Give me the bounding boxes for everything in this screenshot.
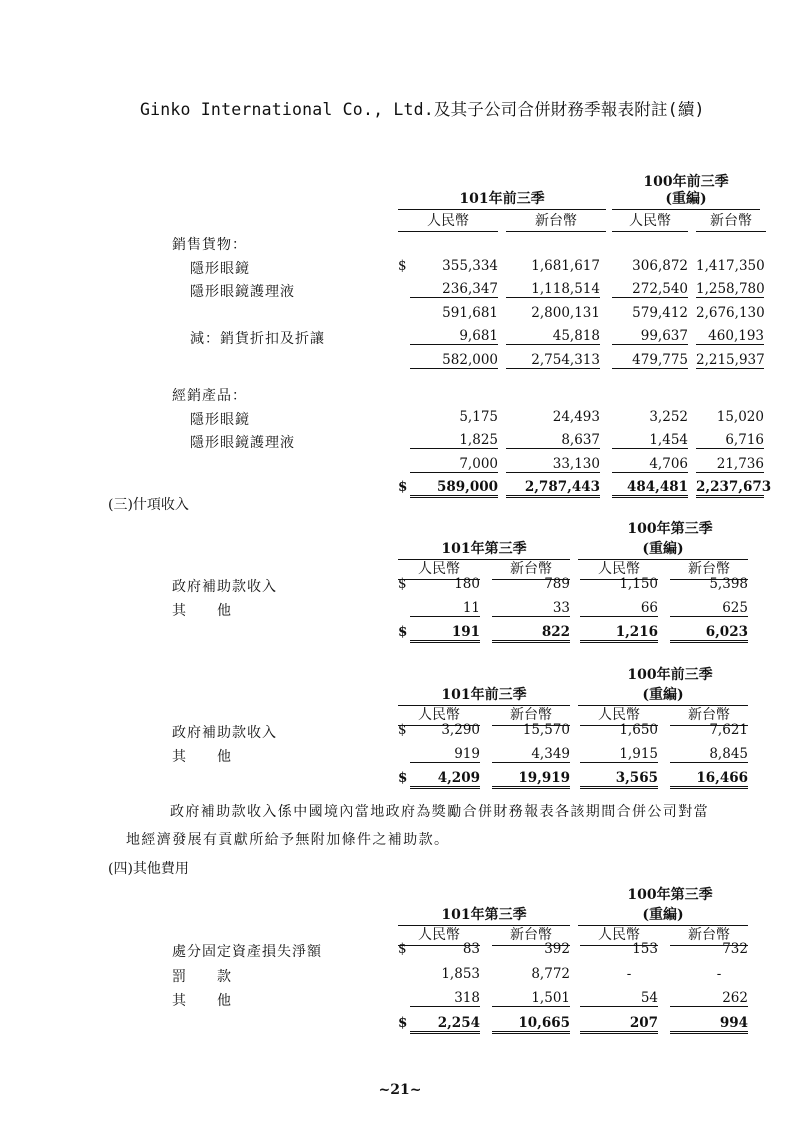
table-cell: 45,818: [506, 328, 600, 345]
table-cell: 272,540: [612, 281, 688, 298]
table-cell: 83: [462, 941, 480, 957]
table-cell: 1,417,350: [696, 257, 765, 274]
table-row: [0, 328, 800, 352]
table-cell: 789: [544, 576, 570, 592]
group-header-prior-line1: 100年第三季: [627, 521, 713, 537]
group-header-prior-line1: 100年前三季: [627, 667, 713, 683]
table-cell: 33,130: [506, 456, 600, 473]
table-cell: 1,258,780: [696, 281, 765, 297]
table-cell: 460,193: [696, 328, 764, 345]
table-cell: 4,349: [492, 746, 570, 763]
table-cell: 5,398: [709, 576, 748, 592]
table-row: [0, 385, 800, 409]
table-row: [0, 352, 800, 376]
table-cell: 8,772: [531, 965, 570, 982]
section-heading-other-expenses: (四)其他費用: [108, 861, 189, 877]
row-label: 隱形眼鏡護理液: [190, 435, 295, 451]
table-cell: 153: [632, 941, 658, 957]
table-cell: 8,845: [670, 746, 748, 763]
col-header-rmb-current: 人民幣: [398, 558, 480, 580]
row-label: 罰 款: [172, 968, 232, 985]
table-row: [0, 624, 800, 648]
table-cell: 207: [580, 1015, 658, 1034]
col-header-rmb-prior: 人民幣: [580, 704, 658, 726]
table-row: [0, 456, 800, 480]
group-header-current: 101年前三季: [398, 188, 606, 210]
table-row: [0, 432, 800, 456]
row-label: 其 他: [172, 603, 232, 619]
table-cell: 582,000: [410, 352, 498, 369]
table-cell: 2,676,130: [696, 304, 765, 321]
row-label: 隱形眼鏡: [190, 411, 250, 428]
group-header-current: 101年第三季: [398, 904, 570, 926]
col-header-ntd-current: 新台幣: [506, 210, 606, 232]
table-cell: 1,150: [619, 576, 658, 592]
table-cell: 822: [492, 624, 570, 643]
currency-symbol: $: [398, 770, 408, 786]
table-cell: 994: [670, 1015, 748, 1034]
table-cell: -: [626, 965, 632, 982]
table-cell: -: [716, 965, 722, 982]
table-cell: 19,919: [492, 770, 570, 789]
table-cell: 11: [410, 600, 480, 617]
col-header-ntd-current: 新台幣: [492, 558, 570, 580]
table-cell: 2,787,443: [506, 479, 600, 498]
col-header-ntd-prior: 新台幣: [696, 210, 766, 232]
table-cell: 1,825: [410, 432, 498, 449]
group-header-prior-line2: (重編): [578, 904, 748, 926]
currency-symbol: $: [398, 722, 407, 738]
table-cell: 54: [580, 990, 658, 1007]
table-cell: 4,209: [410, 770, 480, 789]
note-line-2: 地經濟發展有貢獻所給予無附加條件之補助款。: [126, 832, 450, 848]
table-row: [0, 305, 800, 329]
table-row: [0, 600, 800, 624]
table-cell: 732: [722, 941, 748, 957]
table-cell: 8,637: [506, 432, 600, 449]
table-cell: 1,501: [492, 990, 570, 1007]
currency-symbol: $: [398, 257, 407, 274]
table-row: [0, 409, 800, 433]
table-row: [0, 258, 800, 282]
table-row: [0, 966, 800, 990]
col-header-ntd-prior: 新台幣: [670, 924, 748, 946]
row-label: 政府補助款收入: [172, 725, 277, 741]
note-paragraph: [126, 798, 756, 854]
table-cell: 9,681: [410, 328, 498, 345]
group-header-prior-line2: (重編): [612, 188, 760, 210]
table-cell: 2,215,937: [696, 351, 765, 368]
table-cell: 66: [580, 600, 658, 617]
table-cell: 1,454: [612, 432, 688, 449]
table-cell: 33: [492, 600, 570, 617]
col-header-rmb-current: 人民幣: [398, 704, 480, 726]
table-cell: 24,493: [552, 408, 600, 425]
table-cell: 1,650: [619, 722, 658, 738]
group-header-current: 101年前三季: [398, 684, 570, 706]
currency-symbol: $: [398, 576, 407, 592]
table-cell: 180: [454, 576, 480, 592]
table-row: [0, 770, 800, 794]
row-label: 隱形眼鏡護理液: [190, 284, 295, 300]
table-row: [0, 722, 800, 746]
table-cell: 579,412: [632, 304, 688, 321]
table-cell: 4,706: [612, 456, 688, 473]
table-cell: 236,347: [410, 281, 498, 298]
table-cell: 7,000: [410, 456, 498, 473]
row-label: 其 他: [172, 993, 232, 1009]
table-cell: 1,216: [580, 624, 658, 643]
table-cell: 306,872: [632, 257, 688, 274]
row-label: 政府補助款收入: [172, 579, 277, 595]
col-header-rmb-prior: 人民幣: [580, 558, 658, 580]
table-cell: 15,570: [522, 722, 570, 738]
table-cell: 3,290: [441, 722, 480, 738]
col-header-ntd-current: 新台幣: [492, 924, 570, 946]
page-number: ~21~: [378, 1082, 422, 1098]
row-label: 減：銷貨折扣及折讓: [190, 331, 325, 347]
row-label: 銷售貨物：: [172, 237, 247, 253]
col-header-rmb-current: 人民幣: [398, 924, 480, 946]
row-label: 隱形眼鏡: [190, 260, 250, 277]
table-cell: 1,853: [441, 965, 480, 982]
group-header-prior-line1: 100年前三季: [643, 174, 729, 190]
row-label: 經銷產品：: [172, 388, 247, 404]
currency-symbol: $: [398, 941, 407, 957]
table-cell: 10,665: [492, 1015, 570, 1034]
table-cell: 591,681: [442, 304, 498, 321]
table-cell: 2,237,673: [696, 479, 764, 498]
row-label: 其 他: [172, 749, 232, 765]
table-cell: 479,775: [612, 352, 688, 369]
table-cell: 6,716: [696, 432, 764, 449]
table-row: [0, 1015, 800, 1039]
group-header-prior-line2: (重編): [578, 538, 748, 560]
table-cell: 1,681,617: [531, 257, 600, 274]
table-cell: 3,565: [580, 770, 658, 789]
group-header-current: 101年第三季: [398, 538, 570, 560]
row-label: 處分固定資產損失淨額: [172, 944, 322, 960]
table-cell: 318: [410, 990, 480, 1007]
table-row: [0, 746, 800, 770]
group-header-prior-line2: (重編): [578, 684, 748, 706]
table-cell: 392: [544, 941, 570, 957]
col-header-ntd-current: 新台幣: [492, 704, 570, 726]
col-header-ntd-prior: 新台幣: [670, 558, 748, 580]
table-cell: 6,023: [670, 624, 748, 643]
table-cell: 16,466: [670, 770, 748, 789]
currency-symbol: $: [398, 1014, 408, 1031]
table-cell: 191: [410, 624, 480, 643]
table-row: [0, 990, 800, 1014]
table-cell: 262: [670, 990, 748, 1007]
table-cell: 3,252: [649, 408, 688, 425]
table-cell: 1,915: [580, 746, 658, 763]
table-cell: 99,637: [612, 328, 688, 345]
table-row: [0, 234, 800, 258]
table-cell: 589,000: [410, 479, 498, 498]
page-title: Ginko International Co., Ltd.及其子公司合併財務季報表附註(續): [140, 100, 705, 119]
currency-symbol: $: [398, 479, 408, 495]
table-cell: 2,254: [410, 1015, 480, 1034]
section-heading-misc-income: (三)什項收入: [108, 497, 189, 513]
table-cell: 2,800,131: [531, 304, 600, 321]
table-cell: 355,334: [442, 257, 498, 274]
table-cell: 484,481: [612, 479, 688, 498]
note-line-1: 政府補助款收入係中國境內當地政府為獎勵合併財務報表各該期間合併公司對當: [170, 804, 709, 820]
table-cell: 5,175: [459, 408, 498, 425]
col-header-rmb-prior: 人民幣: [580, 924, 658, 946]
col-header-ntd-prior: 新台幣: [670, 704, 748, 726]
table-row: [0, 281, 800, 305]
col-header-rmb-current: 人民幣: [398, 210, 498, 232]
table-cell: 15,020: [716, 408, 764, 425]
table-cell: 625: [670, 600, 748, 617]
col-header-rmb-prior: 人民幣: [612, 210, 688, 232]
group-header-prior-line1: 100年第三季: [627, 887, 713, 903]
table-cell: 7,621: [709, 722, 748, 738]
table-cell: 2,754,313: [506, 352, 600, 369]
table-cell: 1,118,514: [506, 281, 600, 298]
currency-symbol: $: [398, 624, 408, 640]
table-row: [0, 576, 800, 600]
table-cell: 21,736: [696, 456, 764, 473]
table-cell: 919: [410, 746, 480, 763]
table-row: [0, 941, 800, 965]
